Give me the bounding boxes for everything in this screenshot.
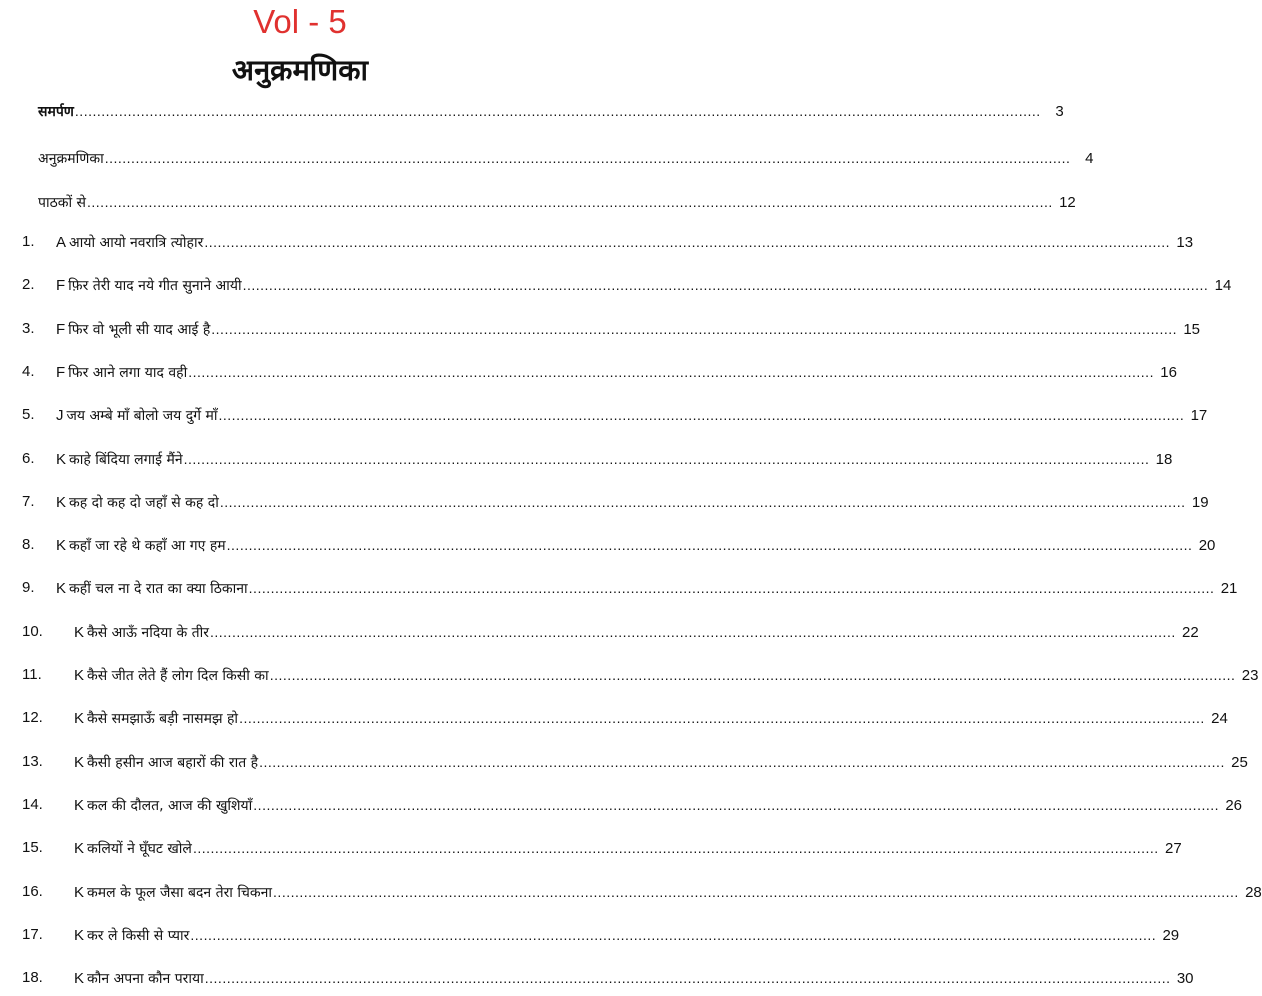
dot-leader: ............................................................................................................................................................................................................................ (242, 277, 1209, 293)
entry-line (56, 532, 1216, 559)
entry-line (56, 316, 1201, 343)
entry-number: 7. (22, 493, 35, 510)
entry-page-number: 13 (1176, 234, 1194, 251)
entry-title: कलियों ने घूँघट खोले (87, 841, 192, 857)
entry-number: 2. (22, 276, 35, 293)
front-matter-item (0, 98, 1064, 124)
entry-line (74, 662, 1259, 689)
entry-line (56, 489, 1209, 516)
entry-title: कल की दौलत, आज की खुशियाँ (87, 798, 253, 814)
entry-line (74, 749, 1248, 776)
song-list-item (0, 359, 1177, 385)
dot-leader: ............................................................................................................................................................................................................................ (248, 580, 1215, 596)
entry-index-letter: F (56, 277, 66, 294)
dot-leader: ............................................................................................................................................................................................................................ (259, 754, 1225, 770)
entry-index-letter: K (74, 667, 85, 684)
entry-title: आयो आयो नवरात्रि त्योहार (69, 235, 204, 251)
entry-number: 17. (22, 926, 43, 943)
entry-page-number: 17 (1190, 407, 1208, 424)
entry-page-number: 23 (1241, 667, 1259, 684)
entry-number: 18. (22, 969, 43, 986)
entry-title: कर ले किसी से प्यार (87, 928, 190, 944)
dot-leader: ............................................................................................................................................................................................................................ (204, 234, 1171, 250)
entry-index-letter: K (74, 624, 85, 641)
entry-index-letter: F (56, 321, 66, 338)
dot-leader: ............................................................................................................................................................................................................................ (226, 537, 1193, 553)
dot-leader: ............................................................................................................................................................................................................................ (204, 970, 1171, 986)
dot-leader: ............................................................................................................................................................................................................................ (219, 494, 1186, 510)
entry-number: 12. (22, 709, 43, 726)
song-list-item (0, 965, 1194, 991)
song-list-item (0, 749, 1248, 775)
entry-number: 8. (22, 536, 35, 553)
song-list-item (0, 489, 1209, 515)
song-list-item (0, 446, 1173, 472)
entry-number: 1. (22, 233, 35, 250)
front-matter-item (0, 189, 1076, 215)
entry-index-letter: K (74, 927, 85, 944)
song-list-item (0, 532, 1216, 558)
entry-number: 6. (22, 450, 35, 467)
entry-line (56, 446, 1173, 473)
song-list-item (0, 402, 1208, 428)
entry-page-number: 25 (1231, 754, 1248, 771)
entry-page-number: 21 (1220, 580, 1238, 597)
entry-title: कैसे समझाऊँ बड़ी नासमझ हो (87, 711, 239, 727)
entry-index-letter: K (74, 710, 85, 727)
entry-index-letter: K (74, 754, 85, 771)
entry-index-letter: A (56, 234, 67, 251)
entry-title: समर्पण (38, 104, 74, 120)
entry-line (74, 835, 1182, 862)
front-matter-item (0, 145, 1094, 171)
entry-title: पाठकों से (38, 195, 87, 211)
entry-line (56, 402, 1208, 429)
entry-page-number: 24 (1211, 710, 1228, 727)
dot-leader: ............................................................................................................................................................................................................................ (269, 667, 1236, 683)
entry-page-number: 20 (1198, 537, 1216, 554)
dot-leader: ............................................................................................................................................................................................................................ (253, 797, 1220, 813)
song-list-item (0, 619, 1199, 645)
song-list-item (0, 662, 1259, 688)
song-list-item (0, 229, 1194, 255)
entry-page-number: 3 (1055, 103, 1064, 120)
entry-index-letter: K (56, 537, 67, 554)
dot-leader: ............................................................................................................................................................................................................................ (183, 451, 1150, 467)
volume-label: Vol - 5 (253, 3, 347, 40)
page-title: अनुक्रमणिका (231, 53, 369, 87)
entry-page-number: 28 (1245, 884, 1262, 901)
song-list-item (0, 879, 1262, 905)
song-list-item (0, 575, 1238, 601)
entry-page-number: 4 (1085, 150, 1094, 167)
entry-page-number: 19 (1191, 494, 1209, 511)
entry-title: कहाँ जा रहे थे कहाँ आ गए हम (69, 538, 226, 554)
entry-line (74, 705, 1228, 732)
dot-leader: ............................................................................................................................................................................................................................ (87, 194, 1053, 210)
entry-line (38, 189, 1076, 216)
dot-leader: ............................................................................................................................................................................................................................ (192, 840, 1159, 856)
entry-title: जय अम्बे माँ बोलो जय दुर्गे माँ (66, 408, 218, 424)
dot-leader: ............................................................................................................................................................................................................................ (188, 364, 1154, 380)
entry-line (74, 792, 1243, 819)
entry-title: कमल के फूल जैसा बदन तेरा चिकना (87, 885, 273, 901)
entry-page-number: 12 (1059, 194, 1076, 211)
entry-index-letter: K (56, 580, 67, 597)
entry-number: 16. (22, 883, 43, 900)
dot-leader: ............................................................................................................................................................................................................................ (239, 710, 1205, 726)
entry-line (38, 145, 1094, 172)
entry-number: 11. (22, 666, 42, 683)
entry-page-number: 27 (1164, 840, 1182, 857)
entry-line (74, 922, 1180, 949)
entry-title: फिर आने लगा याद वही (68, 365, 188, 381)
entry-title: कह दो कह दो जहाँ से कह दो (69, 495, 219, 511)
entry-title: कहीं चल ना दे रात का क्या ठिकाना (69, 581, 248, 597)
entry-number: 3. (22, 320, 35, 337)
entry-number: 14. (22, 796, 43, 813)
dot-leader: ............................................................................................................................................................................................................................ (210, 624, 1176, 640)
dot-leader: ............................................................................................................................................................................................................................ (74, 103, 1041, 119)
entry-line (74, 619, 1199, 646)
entry-number: 4. (22, 363, 35, 380)
entry-number: 5. (22, 406, 35, 423)
entry-page-number: 14 (1214, 277, 1232, 294)
entry-line (56, 272, 1232, 299)
entry-index-letter: K (74, 797, 85, 814)
entry-number: 9. (22, 579, 35, 596)
entry-title: फिर वो भूली सी याद आई है (68, 322, 211, 338)
entry-title: काहे बिंदिया लगाई मैंने (69, 452, 183, 468)
entry-page-number: 22 (1182, 624, 1199, 641)
entry-number: 10. (22, 623, 43, 640)
entry-line (56, 229, 1194, 256)
dot-leader: ............................................................................................................................................................................................................................ (190, 927, 1157, 943)
entry-page-number: 30 (1176, 970, 1194, 987)
entry-title: अनुक्रमणिका (38, 151, 104, 167)
song-list-item (0, 705, 1228, 731)
entry-title: फ़िर तेरी याद नये गीत सुनाने आयी (68, 278, 242, 294)
entry-index-letter: F (56, 364, 66, 381)
entry-line (56, 575, 1238, 602)
dot-leader: ............................................................................................................................................................................................................................ (218, 407, 1185, 423)
song-list-item (0, 922, 1180, 948)
dot-leader: ............................................................................................................................................................................................................................ (273, 884, 1239, 900)
dot-leader: ............................................................................................................................................................................................................................ (104, 150, 1071, 166)
song-list-item (0, 792, 1243, 818)
entry-index-letter: K (74, 884, 85, 901)
entry-index-letter: J (56, 407, 64, 424)
entry-line (38, 98, 1064, 125)
entry-title: कैसे आऊँ नदिया के तीर (87, 625, 209, 641)
entry-index-letter: K (56, 494, 67, 511)
entry-number: 15. (22, 839, 43, 856)
entry-index-letter: K (56, 451, 67, 468)
entry-index-letter: K (74, 970, 85, 987)
entry-title: कैसी हसीन आज बहारों की रात है (87, 755, 259, 771)
entry-page-number: 29 (1162, 927, 1180, 944)
entry-title: कैसे जीत लेते हैं लोग दिल किसी का (87, 668, 269, 684)
dot-leader: ............................................................................................................................................................................................................................ (211, 321, 1178, 337)
song-list-item (0, 272, 1232, 298)
entry-index-letter: K (74, 840, 85, 857)
entry-title: कौन अपना कौन पराया (87, 971, 204, 987)
entry-number: 13. (22, 753, 43, 770)
song-list-item (0, 316, 1201, 342)
song-list-item (0, 835, 1182, 861)
entry-line (74, 965, 1194, 992)
entry-line (56, 359, 1177, 386)
entry-page-number: 26 (1225, 797, 1243, 814)
entry-page-number: 15 (1183, 321, 1201, 338)
entry-page-number: 16 (1160, 364, 1177, 381)
entry-page-number: 18 (1155, 451, 1173, 468)
entry-line (74, 879, 1262, 906)
